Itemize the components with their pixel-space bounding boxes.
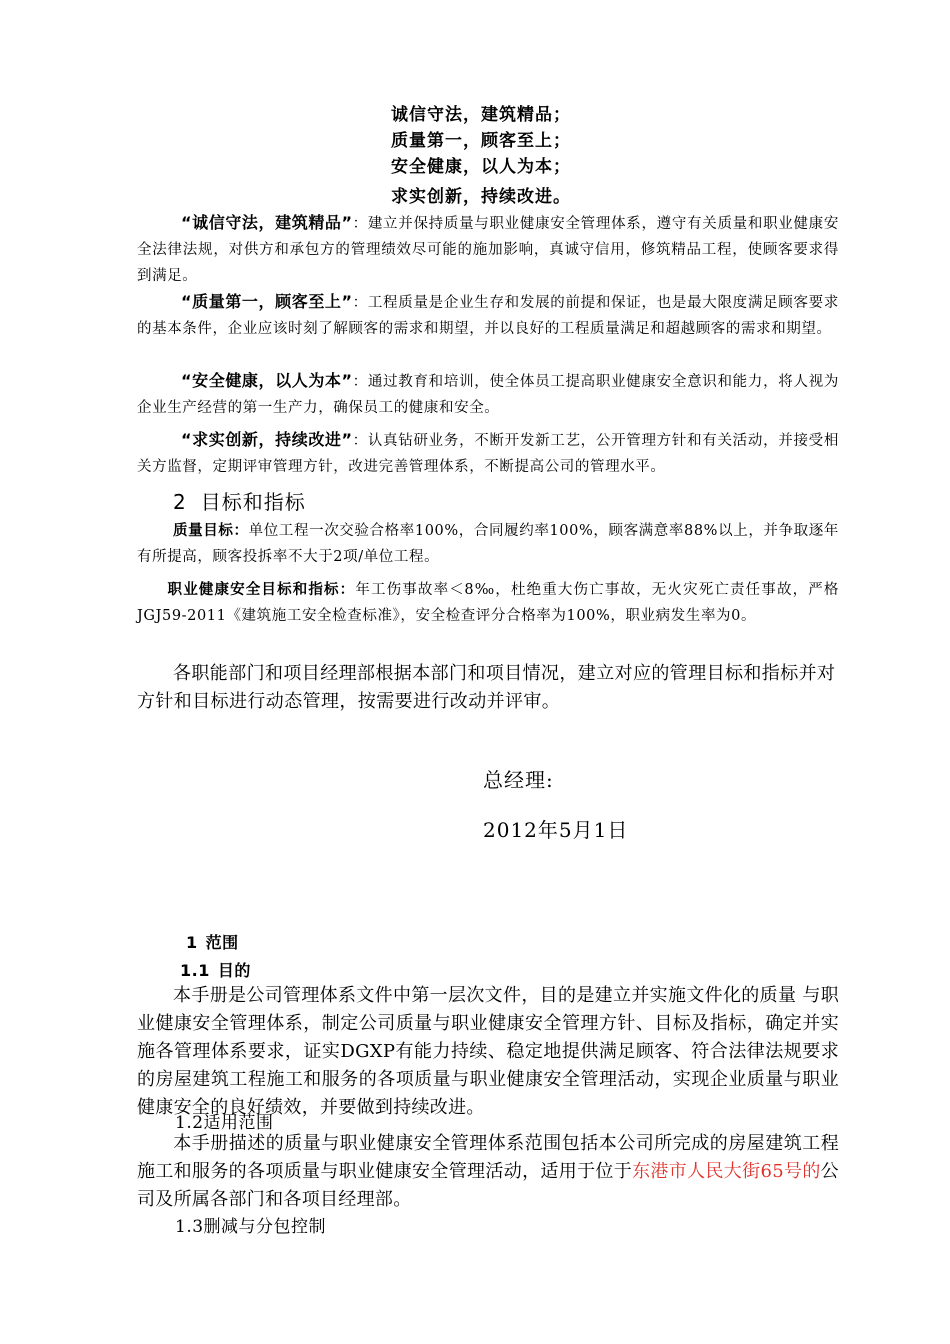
- quality-goal-paragraph: [137, 518, 839, 570]
- explanation-text: 建立并保持质量与职业健康安全管理体系，遵守有关质量和职业健康安全法律法规，对供方和承包方的管理绩效尽可能的施加影响，真诚守信用，修筑精品工程，使顾客要求得到满足。: [137, 216, 839, 284]
- quality-goal-text: 单位工程一次交验合格率100%，合同履约率100%，顾客满意率88%以上，并争取逐年有所提高，顾客投拆率不大于2项/单位工程。: [137, 523, 839, 565]
- ohs-goal-paragraph: [137, 577, 839, 629]
- explanation-paragraph: “求实创新，持续改进”：认真钻研业务，不断开发新工艺，公开管理方针和有关活动，并接受相关方监督，定期评审管理方针，改进完善管理体系，不断提高公司的管理水平。: [137, 430, 839, 475]
- quality-goal-lead: 质量目标：: [173, 523, 249, 539]
- company-address: 东港市人民大街65号的: [632, 1161, 821, 1182]
- signature-title: 总经理:: [483, 768, 554, 792]
- policy-line-3: 安全健康，以人为本；: [391, 157, 571, 177]
- scope-heading: 1 范围: [186, 933, 239, 952]
- departments-paragraph: 各职能部门和项目经理部根据本部门和项目情况，建立对应的管理目标和指标并对方针和目标进行动态管理，按需要进行改动并评审。: [137, 663, 836, 712]
- purpose-paragraph: 本手册是公司管理体系文件中第一层次文件，目的是建立并实施文件化的质量 与职业健康安全管理体系，制定公司质量与职业健康安全管理方针、目标及指标，确定并实施各管理体系要求，证实DGXP有能力持续、稳定地提供满足顾客、符合法律法规要求的房屋建筑工程施工和服务的各项质量与职业健康安全管理活动，实现企业质量与职业健康安全的良好绩效，并要做到持续改进。: [137, 985, 839, 1118]
- explanation-text: 工程质量是企业生存和发展的前提和保证，也是最大限度满足顾客要求的基本条件，企业应该时刻了解顾客的需求和期望，并以良好的工程质量满足和超越顾客的需求和期望。: [137, 295, 839, 337]
- explanation-lead: “质量第一，顾客至上”: [181, 292, 353, 311]
- explanation-paragraph: “安全健康，以人为本”：通过教育和培训，使全体员工提高职业健康安全意识和能力，将人视为企业生产经营的第一生产力，确保员工的健康和安全。: [137, 371, 839, 416]
- policy-line-4: 求实创新，持续改进。: [391, 187, 571, 207]
- purpose-heading: 1.1 目的: [180, 961, 251, 980]
- explanation-text: 认真钻研业务，不断开发新工艺，公开管理方针和有关活动，并接受相关方监督，定期评审管理方针，改进完善管理体系，不断提高公司的管理水平。: [137, 433, 839, 475]
- ohs-goal-text: 年工伤事故率＜8‰，杜绝重大伤亡事故，无火灾死亡责任事故，严格JGJ59-2011《建筑施工安全检查标准》，安全检查评分合格率为100%，职业病发生率为0。: [137, 582, 839, 624]
- explanation-paragraph: “诚信守法，建筑精品”：建立并保持质量与职业健康安全管理体系，遵守有关质量和职业健康安全法律法规，对供方和承包方的管理绩效尽可能的施加影响，真诚守信用，修筑精品工程，使顾客要求得到满足。: [137, 213, 839, 284]
- explanation-lead: “安全健康，以人为本”: [181, 371, 353, 390]
- policy-line-2: 质量第一，顾客至上；: [391, 131, 571, 151]
- ohs-goal-lead: 职业健康安全目标和指标：: [167, 582, 356, 598]
- section-heading: 2 目标和指标: [173, 490, 306, 514]
- explanation-lead: “求实创新，持续改进”: [181, 430, 353, 449]
- signature-date: 2012年5月1日: [483, 818, 629, 842]
- applicable-heading: 1.2适用范围: [175, 1113, 274, 1133]
- policy-line-1: 诚信守法，建筑精品；: [391, 105, 571, 125]
- explanation-text: 通过教育和培训，使全体员工提高职业健康安全意识和能力，将人视为企业生产经营的第一生产力，确保员工的健康和安全。: [137, 374, 839, 416]
- reduction-heading: 1.3删减与分包控制: [175, 1217, 327, 1237]
- explanation-lead: “诚信守法，建筑精品”: [181, 213, 353, 232]
- applicable-paragraph: 本手册描述的质量与职业健康安全管理体系范围包括本公司所完成的房屋建筑工程施工和服务的各项质量与职业健康安全管理活动，适用于位于东港市人民大街65号的公司及所属各部门和各项目经理部。: [137, 1133, 839, 1210]
- explanation-paragraph: “质量第一，顾客至上”：工程质量是企业生存和发展的前提和保证，也是最大限度满足顾客要求的基本条件，企业应该时刻了解顾客的需求和期望，并以良好的工程质量满足和超越顾客的需求和期望。: [137, 292, 839, 337]
